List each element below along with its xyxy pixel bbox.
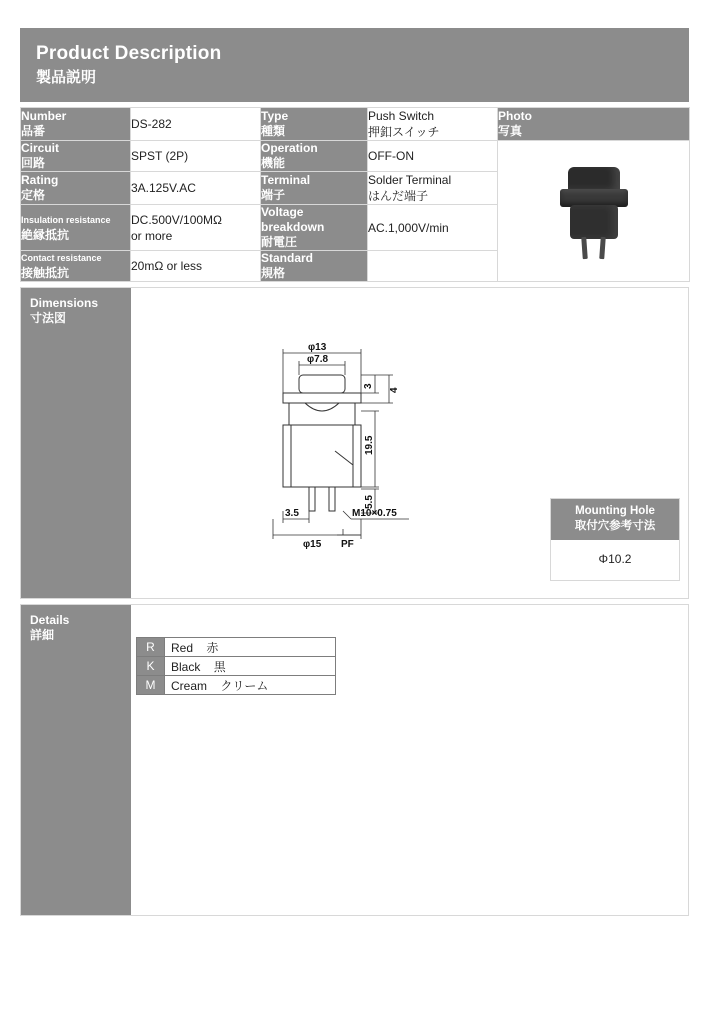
color-name-en: Red [171,640,194,655]
spec-label-insulation-resistance [21,205,131,251]
spec-label-voltage-breakdown [261,205,368,251]
label-jp: 種類 [261,124,286,138]
spec-value-contact-resistance: 20mΩ or less [131,251,261,282]
label-jp: 規格 [261,266,286,280]
callout-thread: M10×0.75 [352,508,397,519]
spec-value-type [368,108,498,141]
details-label [21,605,131,915]
label-jp: 耐電圧 [261,235,298,249]
value-en: Solder Terminal [368,173,452,187]
label-jp: 写真 [498,124,523,138]
table-row [137,676,336,695]
spec-label-number [21,108,131,141]
label-en: Operation [261,141,318,155]
label-jp: 寸法図 [30,311,67,325]
label-en: Insulation resistance [21,214,111,225]
callout-195: 19.5 [364,435,375,455]
spec-value-standard [368,251,498,282]
spec-label-contact-resistance [21,251,131,282]
color-name-jp: 黒 [213,659,226,674]
details-body [131,605,688,915]
label-en: Voltage breakdown [261,205,325,234]
callout-55: 5.5 [364,495,375,509]
details-section [20,604,689,916]
switch-nut [560,189,628,207]
label-en: Dimensions [30,296,99,310]
switch-terminal-1 [581,236,588,258]
spec-label-standard [261,251,368,282]
product-description-page [20,28,689,916]
color-name-jp: 赤 [206,640,219,655]
spec-label-rating [21,172,131,205]
label-jp: 機能 [261,156,286,170]
value-line-2: or more [131,228,173,243]
color-name-en: Black [171,659,201,674]
product-photo [498,141,690,282]
table-row [21,108,690,141]
color-code: M [137,676,165,695]
spec-value-circuit: SPST (2P) [131,141,261,172]
label-jp: 取付穴参考寸法 [574,520,656,532]
spec-label-operation [261,141,368,172]
page-title-en: Product Description [36,43,222,64]
label-en: Contact resistance [21,253,102,263]
callout-pf: PF [341,539,354,550]
value-line-1: DC.500V/100MΩ [131,212,223,227]
spec-table [20,107,690,282]
push-switch-image [534,159,654,264]
table-row [137,638,336,657]
callout-35: 3.5 [285,508,299,519]
label-jp: 定格 [21,188,46,202]
switch-terminal-2 [599,236,606,258]
label-jp: 詳細 [30,628,55,642]
value-jp: はんだ端子 [368,189,429,203]
spec-label-terminal [261,172,368,205]
spec-value-terminal [368,172,498,205]
color-name-jp: クリーム [220,678,269,693]
label-jp: 端子 [261,188,286,202]
dimension-drawing [221,323,501,563]
switch-body [570,205,618,239]
color-name [165,676,336,695]
value-en: Push Switch [368,109,435,123]
label-en: Rating [21,173,59,187]
spec-value-operation: OFF-ON [368,141,498,172]
label-en: Photo [498,109,532,123]
spec-value-number: DS-282 [131,108,261,141]
value-jp: 押釦スイッチ [368,125,440,139]
color-name [165,657,336,676]
page-header [20,28,689,102]
spec-label-photo [498,108,690,141]
mounting-hole-header [551,499,679,540]
label-en: Standard [261,251,314,265]
label-jp: 絶縁抵抗 [21,227,70,242]
callout-4: 4 [389,387,400,393]
mounting-hole-value: Φ10.2 [598,552,632,566]
color-code-table [136,637,336,695]
label-en: Number [21,109,67,123]
dimensions-label [21,288,131,598]
spec-label-type [261,108,368,141]
color-name-en: Cream [171,678,208,693]
table-row [137,657,336,676]
table-row [21,141,690,172]
callout-phi13: φ13 [308,342,327,353]
spec-label-circuit [21,141,131,172]
label-jp: 品番 [21,124,46,138]
mounting-hole-box [550,498,680,581]
label-en: Circuit [21,141,60,155]
label-jp: 回路 [21,156,46,170]
spec-value-voltage-breakdown: AC.1,000V/min [368,205,498,251]
dimensions-section [20,287,689,599]
color-code: K [137,657,165,676]
label-en: Mounting Hole [575,505,655,517]
label-en: Terminal [261,173,311,187]
switch-dimension-svg [221,323,501,563]
spec-value-rating: 3A.125V.AC [131,172,261,205]
label-en: Details [30,613,70,627]
callout-phi78: φ7.8 [307,354,329,365]
label-jp: 接触抵抗 [21,266,70,280]
color-name [165,638,336,657]
dimensions-body [131,288,688,598]
page-title-jp: 製品説明 [36,69,97,86]
spec-value-insulation-resistance [131,205,261,251]
callout-phi15: φ15 [303,539,322,550]
label-en: Type [261,109,289,123]
callout-3: 3 [363,383,374,389]
color-code: R [137,638,165,657]
